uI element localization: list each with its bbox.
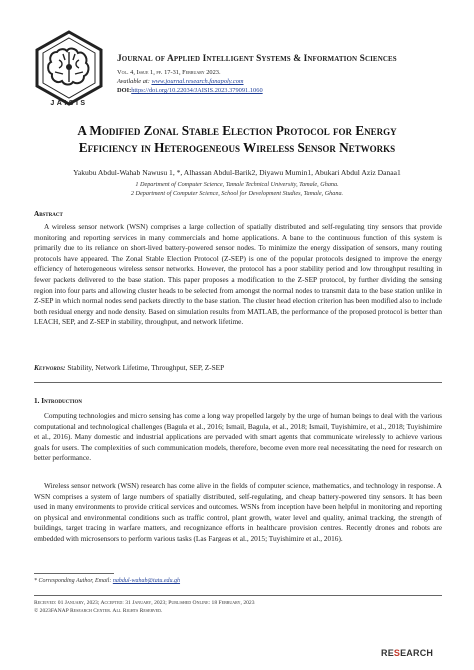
doi-link[interactable]: https://doi.org/10.22034/JAISIS.2023.379091.1060 [131,87,263,94]
paper-title [30,122,444,156]
journal-doi: DOI:https://doi.org/10.22034/JAISIS.2023.379091.1060 [117,87,263,94]
footnote-divider [34,573,114,574]
introduction-paragraph-1: Computing technologies and micro sensing has come a long way propelled largely by the urge of human beings to deal with the various computational and technological challenges (Bagula et al., 2016; Ismail, Bagula, et al., 2018; Ismail, Tuyishimire, et al., 2018; Tuyishimire et al., 2016). Many domestic and industrial applications are pervaded with smart agents that communicate wirelessly to achieve various goals for users. The complexities of such communication models, therefore, become even more real necessitating the need for research on better performance. [34,411,442,463]
research-badge: RESEARCH [381,648,434,658]
introduction-paragraph-2: Wireless sensor network (WSN) research has come alive in the fields of computer science, mathematics, and technology in response. A WSN comprises a system of large numbers of spatially distributed, self-regulating, and cheap battery-powered tiny sensors. It has been used in many environments to provide critical services and outcomes. WSNs from inception have been helpful in monitoring and reporting on physical and environmental conditions such as traffic control, plant growth, water level and quality, animal tracking, the strength of buildings, target tracing in warfare matters, and recognizance efforts in healthcare provision centres. Recently drones and robots are embedded with microsensors to perform various tasks (Las Fargeas et al., 2015; Tuyishimire et al., 2016). [34,481,442,543]
title-line-2: Efficiency in Heterogeneous Wireless Sensor Networks [78,140,396,155]
abstract-text: A wireless sensor network (WSN) comprises a large collection of spatially distributed and self-regulating tiny sensors that provide monitoring and reporting services in many commercials and home applications. A bane to the continuous function of this system is primarily due to its reliance on short-lived battery-powered sensor nodes. To minimize the energy dissipation of sensors, many routing protocols have appeared. The Zonal Stable Election Protocol (Z-SEP) is one of the popular protocols designed to improve the energy efficiency of heterogeneous wireless sensor networks. However, the protocol has a poor stability period and low throughput resulting in fewer packets delivered to the base station. This paper proposes a modification to the Z-SEP protocol, by further dividing the sensing region into four parts and allowing cluster heads to be selected from amongst the normal nodes to transmit data to the base station unlike in Z-SEP in which normal nodes send packets directly to the base station. The cluster head election criterion has been modified also to include both residual energy and node density. Based on simulation results from MATLAB, the performance of the proposed protocol is better than LEACH, SEP, and Z-SEP in stability, throughput, and network lifetime. [34,222,442,327]
keywords [34,363,442,372]
footer-divider [34,595,442,596]
affiliation-1: 1 Department of Computer Science, Tamale Technical University, Tamale, Ghana. [135,181,339,188]
journal-url-link[interactable]: www.journal.research.fanapoly.com [151,78,244,85]
section-divider [34,382,442,383]
corresponding-author-note: * Corresponding Author, Email: nabdul-wahab@tatu.edu.gh [34,578,181,584]
journal-info [117,54,457,95]
publication-dates: Received: 01 January, 2023; Accepted: 31 January, 2023; Published Online: 18 February, 2023 [34,600,255,606]
logo-text: JAISIS [50,100,88,107]
journal-title: Journal of Applied Intelligent Systems & Information Sciences [117,54,397,64]
journal-issue: Vol. 4, Issue 1, pp. 17-31, February 2023. [117,69,221,76]
affiliation-2: 2 Department of Computer Science, School for Development Studies, Tamale, Ghana. [130,190,344,197]
introduction-heading: 1. Introduction [34,397,83,405]
keywords-label: Keywords: [34,363,66,372]
journal-logo-icon [33,30,105,110]
abstract-heading: Abstract [34,210,63,218]
copyright-notice: © 2023FANAP Research Center. All Rights Reserved. [34,608,163,614]
author-list: Yakubu Abdul-Wahab Nawusu 1, *, Alhassan Abdul-Barik2, Diyawu Mumin1, Abukari Abdul Aziz Danaa1 [73,168,401,177]
keywords-text: Stability, Network Lifetime, Throughput, SEP, Z-SEP [67,363,225,372]
journal-availability: Available at: www.journal.research.fanapoly.com [117,78,244,85]
title-line-1: A Modified Zonal Stable Election Protocol for Energy [77,123,397,138]
author-email-link[interactable]: nabdul-wahab@tatu.edu.gh [112,578,181,584]
